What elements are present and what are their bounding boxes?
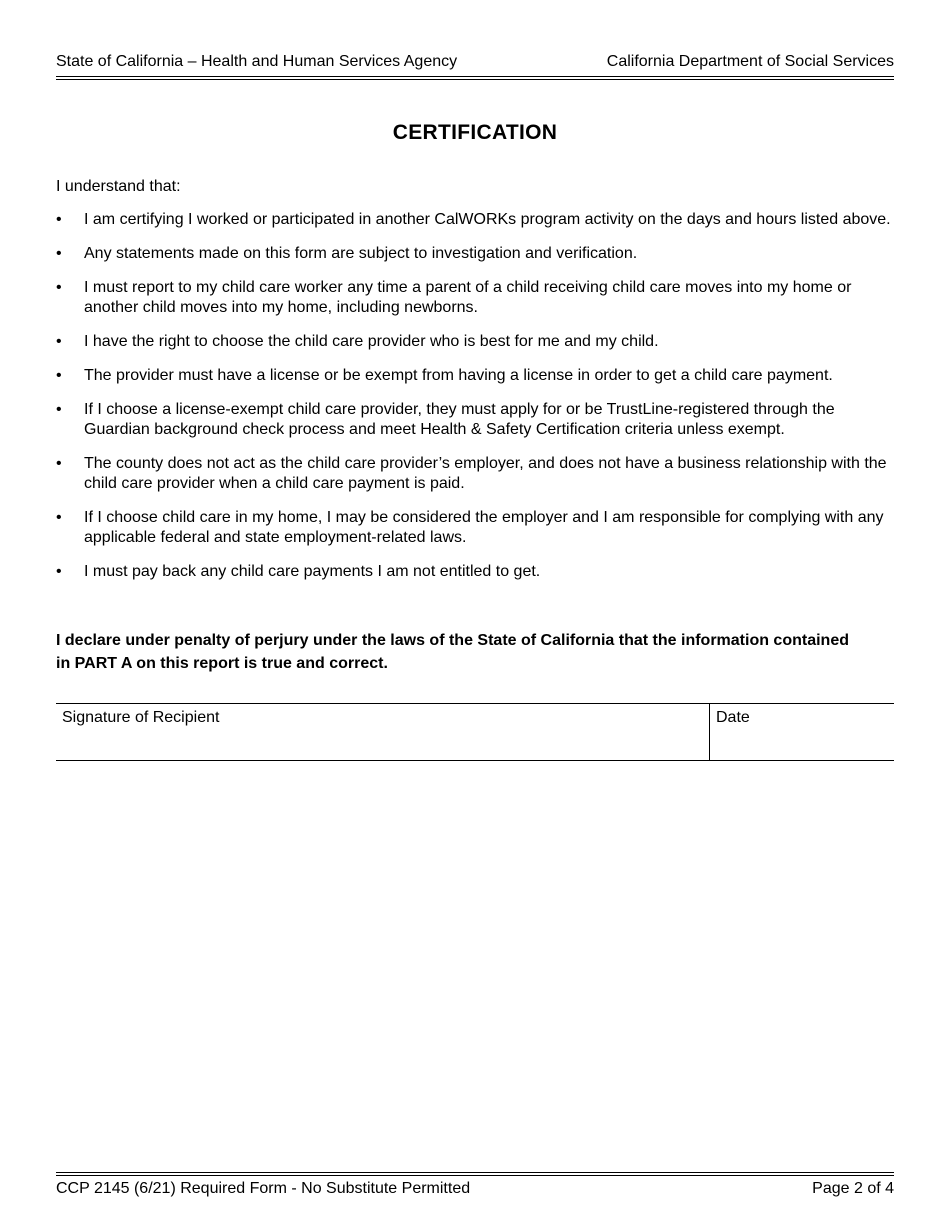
page-footer — [56, 1179, 894, 1199]
intro-text: I understand that: — [56, 178, 181, 195]
list-item-text: I am certifying I worked or participated in another CalWORKs program activity on the days and hours listed above. — [84, 211, 891, 228]
bullet-icon: • — [56, 509, 62, 526]
date-field[interactable] — [710, 704, 894, 760]
bullet-icon: • — [56, 455, 62, 472]
list-item — [56, 332, 896, 352]
list-item — [56, 244, 896, 264]
form-id: CCP 2145 (6/21) Required Form - No Substitute Permitted — [56, 1180, 471, 1197]
footer-divider — [56, 1172, 894, 1176]
date-label: Date — [716, 709, 750, 726]
signature-label: Signature of Recipient — [62, 709, 220, 726]
list-item-text: If I choose a license-exempt child care provider, they must apply for or be TrustLine-registered through the Guardian background check process and meet Health & Safety Certification criteria unless exempt. — [84, 401, 835, 438]
list-item-text: Any statements made on this form are subject to investigation and verification. — [84, 245, 638, 262]
bullet-icon: • — [56, 333, 62, 350]
page-header — [56, 52, 894, 72]
bullet-icon: • — [56, 245, 62, 262]
list-item — [56, 210, 896, 230]
perjury-declaration: I declare under penalty of perjury under the laws of the State of California that the information contained in PART A on this report is true and correct. — [56, 632, 849, 672]
list-item — [56, 562, 896, 582]
header-divider — [56, 76, 894, 80]
page-number: Page 2 of 4 — [812, 1180, 894, 1197]
bullet-icon: • — [56, 211, 62, 228]
list-item-text: I have the right to choose the child care provider who is best for me and my child. — [84, 333, 659, 350]
list-item — [56, 508, 896, 548]
agency-name: State of California – Health and Human Services Agency — [56, 53, 458, 70]
signature-field[interactable] — [56, 704, 710, 760]
list-item-text: The county does not act as the child care provider’s employer, and does not have a business relationship with the child care provider when a child care payment is paid. — [84, 455, 887, 492]
bullet-icon: • — [56, 367, 62, 384]
list-item — [56, 454, 896, 494]
bullet-icon: • — [56, 563, 62, 580]
bullet-icon: • — [56, 279, 62, 296]
department-name: California Department of Social Services — [606, 53, 894, 70]
signature-table — [56, 703, 894, 761]
list-item — [56, 278, 896, 318]
list-item-text: I must report to my child care worker any time a parent of a child receiving child care moves into my home or another child moves into my home, including newborns. — [84, 279, 852, 316]
list-item-text: The provider must have a license or be exempt from having a license in order to get a child care payment. — [84, 367, 833, 384]
bullet-icon: • — [56, 401, 62, 418]
page-title: CERTIFICATION — [392, 121, 558, 144]
list-item — [56, 400, 896, 440]
list-item — [56, 366, 896, 386]
list-item-text: I must pay back any child care payments I am not entitled to get. — [84, 563, 541, 580]
list-item-text: If I choose child care in my home, I may be considered the employer and I am responsible for complying with any applicable federal and state employment-related laws. — [84, 509, 884, 546]
certification-list — [56, 210, 896, 596]
